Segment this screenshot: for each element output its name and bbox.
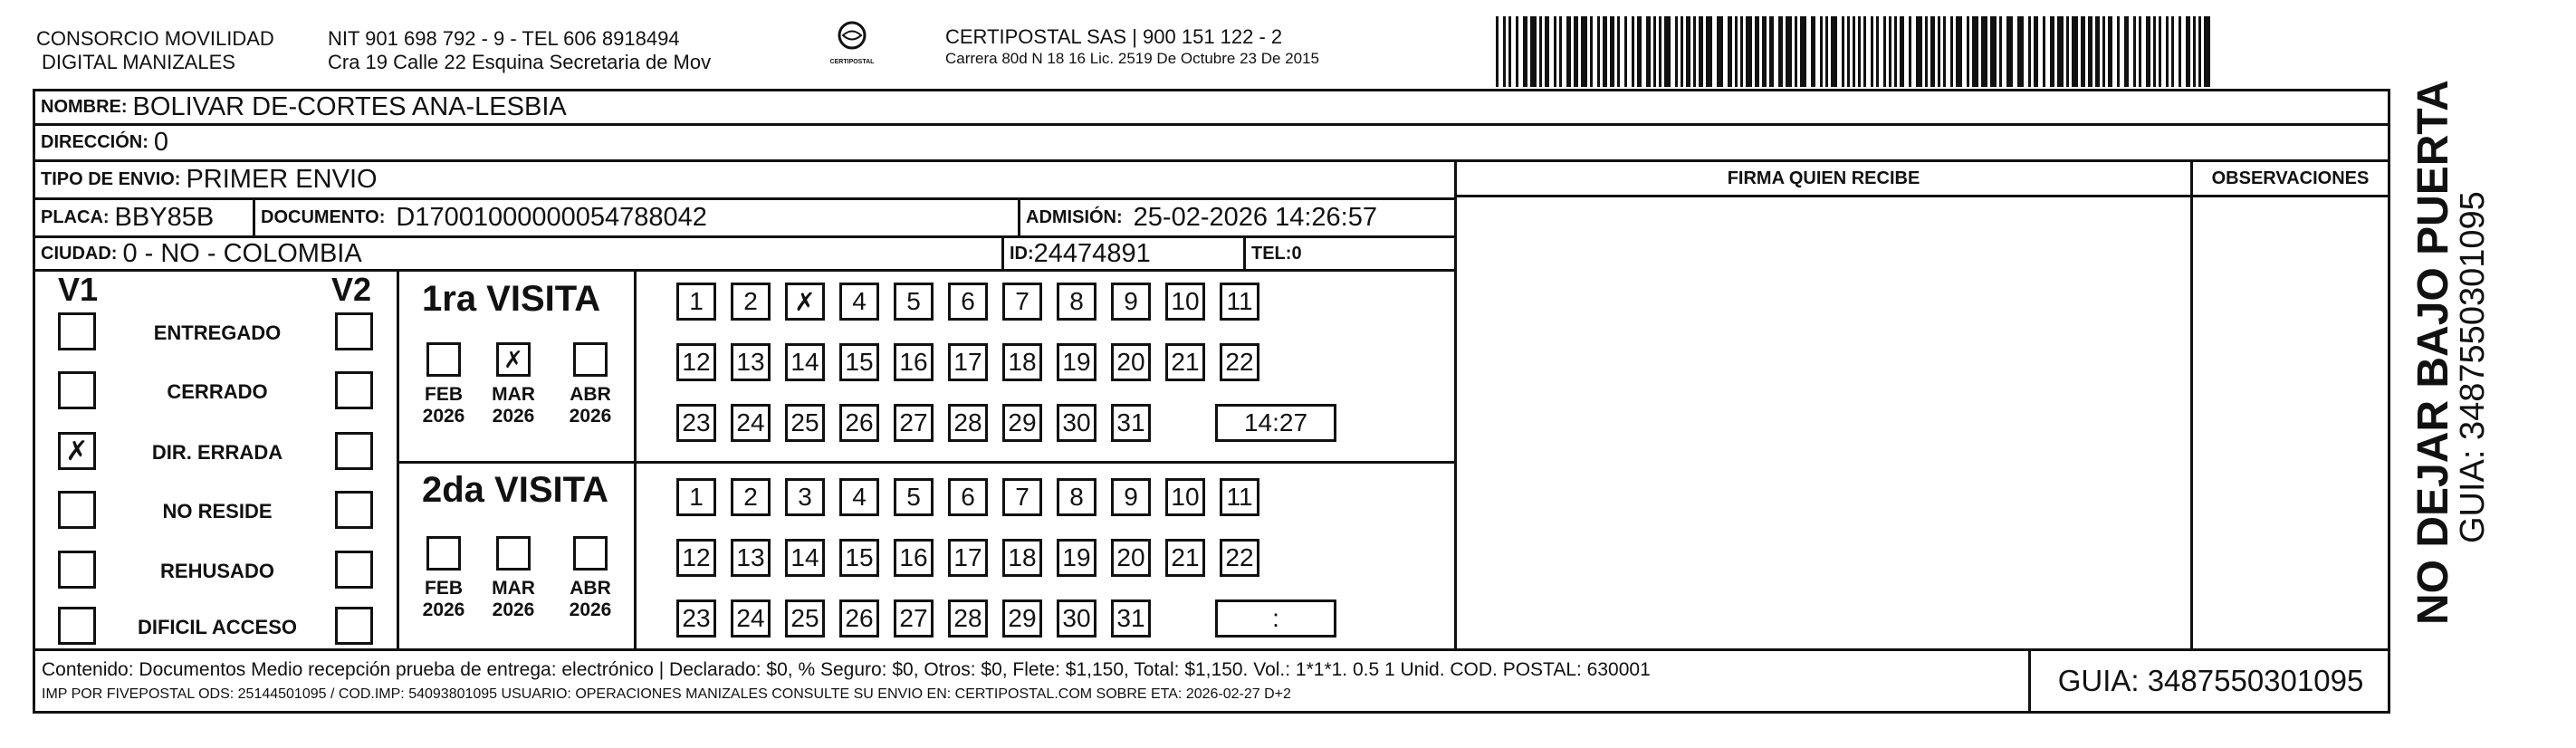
direccion-label: DIRECCIÓN: bbox=[41, 132, 148, 152]
v2-checkbox[interactable] bbox=[335, 551, 373, 589]
month-label: FEB bbox=[425, 384, 463, 405]
month-checkbox[interactable] bbox=[573, 536, 608, 571]
day-box[interactable]: 4 bbox=[839, 283, 879, 321]
logo-text: CERTIPOSTAL bbox=[829, 59, 875, 65]
footer-print-info: IMP POR FIVEPOSTAL ODS: 25144501095 / COD.IMP: 54093801095 USUARIO: OPERACIONES MANIZALES CONSULTE SU ENVIO EN: CERTIPOSTAL.COM SOBRE ETA: 2026-02-27 D+2 bbox=[42, 686, 1291, 702]
barcode-bar bbox=[1632, 16, 1634, 87]
barcode-bar bbox=[1909, 16, 1911, 87]
barcode-bar bbox=[1967, 16, 1969, 87]
barcode-bar bbox=[1981, 16, 1987, 87]
day-box[interactable]: 7 bbox=[1002, 478, 1042, 516]
v2-checkbox[interactable] bbox=[335, 371, 373, 409]
placa-label: PLACA: bbox=[41, 207, 110, 227]
tel-cell bbox=[1243, 235, 1457, 272]
barcode-bar bbox=[1755, 16, 1759, 87]
year-label: 2026 bbox=[569, 406, 612, 427]
ciudad-value: 0 - NO - COLOMBIA bbox=[122, 238, 362, 268]
day-box[interactable]: 17 bbox=[948, 343, 988, 381]
barcode-bar bbox=[1617, 16, 1620, 87]
barcode-bar bbox=[1740, 16, 1743, 87]
barcode-bar bbox=[1769, 16, 1774, 87]
day-box[interactable]: 9 bbox=[1111, 283, 1151, 321]
address-line: Cra 19 Calle 22 Esquina Secretaria de Mov bbox=[328, 51, 712, 73]
day-box[interactable]: 13 bbox=[731, 539, 771, 577]
firma-header bbox=[1454, 159, 2193, 197]
barcode-bar bbox=[2017, 16, 2024, 87]
day-box[interactable]: 2 bbox=[731, 478, 771, 516]
barcode-bar bbox=[1523, 16, 1527, 87]
id-value: 24474891 bbox=[1033, 238, 1151, 268]
barcode-bar bbox=[1516, 16, 1518, 87]
barcode-bar bbox=[2124, 16, 2129, 87]
barcode-bar bbox=[1659, 16, 1661, 87]
courier-nit: CERTIPOSTAL SAS | 900 151 122 - 2 bbox=[945, 25, 1283, 48]
barcode-bar bbox=[1858, 16, 1861, 87]
divider-v bbox=[397, 269, 399, 651]
barcode-bar bbox=[1637, 16, 1642, 87]
barcode-bar bbox=[2034, 16, 2038, 87]
day-box[interactable]: 1 bbox=[676, 478, 716, 516]
visit-state-label: REHUSADO bbox=[160, 560, 274, 582]
barcode-bar bbox=[1699, 16, 1703, 87]
firma-area bbox=[1454, 195, 2193, 651]
visit-state-label: CERRADO bbox=[167, 380, 268, 403]
firma-label: FIRMA QUIEN RECIBE bbox=[1727, 168, 1920, 188]
day-box[interactable]: 31 bbox=[1111, 404, 1151, 442]
barcode-bar bbox=[1675, 16, 1678, 87]
company-contact bbox=[328, 27, 711, 74]
v1-checkbox[interactable] bbox=[58, 491, 96, 529]
barcode-bar bbox=[1889, 16, 1891, 87]
day-box[interactable]: 19 bbox=[1057, 343, 1096, 381]
barcode-bar bbox=[1820, 16, 1823, 87]
barcode-bar bbox=[1762, 16, 1767, 87]
day-box[interactable]: 1 bbox=[676, 283, 716, 321]
barcode-bar bbox=[1508, 16, 1511, 87]
day-box[interactable]: 25 bbox=[785, 404, 825, 442]
barcode-bar bbox=[1681, 16, 1683, 87]
day-box[interactable]: 17 bbox=[948, 539, 988, 577]
barcode-bar bbox=[2057, 16, 2064, 87]
day-box[interactable]: 15 bbox=[839, 343, 879, 381]
barcode-bar bbox=[1916, 16, 1922, 87]
barcode-bar bbox=[2166, 16, 2169, 87]
direccion-value: 0 bbox=[153, 128, 169, 157]
day-box[interactable]: 24 bbox=[731, 599, 771, 638]
barcode-bar bbox=[1778, 16, 1783, 87]
barcode-bar bbox=[2108, 16, 2112, 87]
barcode-bar bbox=[1811, 16, 1815, 87]
direccion-row bbox=[33, 123, 2390, 159]
barcode-bar bbox=[2179, 16, 2181, 87]
day-box[interactable]: 20 bbox=[1111, 539, 1151, 577]
day-box[interactable]: 10 bbox=[1165, 478, 1205, 516]
barcode-bar bbox=[2186, 16, 2190, 87]
divider-h bbox=[397, 461, 1457, 464]
barcode-bar bbox=[1990, 16, 1997, 87]
barcode-bar bbox=[2117, 16, 2120, 87]
ciudad-cell bbox=[33, 235, 1004, 272]
barcode-bar bbox=[1842, 16, 1844, 87]
documento-value: D17001000000054788042 bbox=[396, 203, 707, 232]
placa-cell bbox=[33, 197, 255, 235]
barcode-bar bbox=[1503, 16, 1506, 87]
day-box[interactable]: 24 bbox=[731, 404, 771, 442]
barcode-bar bbox=[1566, 16, 1571, 87]
time-box[interactable]: : bbox=[1215, 599, 1336, 638]
barcode-bar bbox=[2028, 16, 2031, 87]
tipo-envio-value: PRIMER ENVIO bbox=[186, 165, 378, 194]
year-label: 2026 bbox=[422, 406, 465, 427]
day-box[interactable]: 4 bbox=[839, 478, 879, 516]
barcode-bar bbox=[1735, 16, 1738, 87]
barcode-bar bbox=[2133, 16, 2136, 87]
v1-checkbox[interactable] bbox=[58, 551, 96, 589]
barcode-bar bbox=[1590, 16, 1593, 87]
day-box[interactable]: 8 bbox=[1057, 283, 1096, 321]
day-box[interactable]: 20 bbox=[1111, 343, 1151, 381]
barcode-bar bbox=[1496, 16, 1499, 87]
barcode-bar bbox=[1574, 16, 1578, 87]
ciudad-label: CIUDAD: bbox=[41, 243, 118, 264]
barcode-bar bbox=[1883, 16, 1886, 87]
day-box[interactable]: 14 bbox=[785, 343, 825, 381]
day-box[interactable]: 18 bbox=[1002, 539, 1042, 577]
day-box[interactable]: 28 bbox=[948, 599, 988, 638]
month-label: MAR bbox=[492, 384, 535, 405]
id-label: ID: bbox=[1010, 243, 1034, 264]
year-label: 2026 bbox=[492, 406, 535, 427]
barcode-bar bbox=[2159, 16, 2161, 87]
barcode-bar bbox=[2198, 16, 2201, 87]
nit-line: NIT 901 698 792 - 9 - TEL 606 8918494 bbox=[328, 27, 680, 50]
day-box[interactable]: 29 bbox=[1002, 404, 1042, 442]
v1-checkbox[interactable]: ✗ bbox=[58, 432, 96, 470]
day-box[interactable]: 25 bbox=[785, 599, 825, 638]
barcode-bar bbox=[1950, 16, 1953, 87]
barcode-bar bbox=[1956, 16, 1962, 87]
barcode-bar bbox=[1876, 16, 1879, 87]
day-box[interactable]: 5 bbox=[894, 283, 934, 321]
side-guia: GUIA: 3487550301095 bbox=[2454, 191, 2492, 543]
admision-value: 25-02-2026 14:26:57 bbox=[1133, 203, 1377, 232]
day-box[interactable]: 6 bbox=[948, 478, 988, 516]
barcode-bar bbox=[1728, 16, 1732, 87]
barcode bbox=[1496, 16, 2220, 87]
month-checkbox[interactable] bbox=[496, 536, 531, 571]
barcode-bar bbox=[1539, 16, 1542, 87]
month-label: ABR bbox=[570, 578, 611, 599]
visit-state-label: NO RESIDE bbox=[162, 500, 273, 523]
nombre-label: NOMBRE: bbox=[41, 97, 128, 117]
barcode-bar bbox=[2006, 16, 2013, 87]
barcode-bar bbox=[2146, 16, 2150, 87]
day-box[interactable]: 6 bbox=[948, 283, 988, 321]
month-checkbox[interactable]: ✗ bbox=[496, 342, 531, 377]
admision-cell bbox=[1018, 197, 1457, 235]
barcode-bar bbox=[1545, 16, 1549, 87]
observaciones-area bbox=[2190, 195, 2390, 651]
v2-checkbox[interactable] bbox=[335, 432, 373, 470]
barcode-bar bbox=[1693, 16, 1696, 87]
barcode-bar bbox=[1530, 16, 1537, 87]
divider-v bbox=[634, 269, 637, 651]
barcode-bar bbox=[1559, 16, 1562, 87]
barcode-bar bbox=[1624, 16, 1627, 87]
barcode-bar bbox=[1786, 16, 1792, 87]
nombre-row bbox=[33, 89, 2390, 123]
barcode-bar bbox=[1863, 16, 1866, 87]
company-name bbox=[36, 27, 274, 74]
day-box[interactable]: 22 bbox=[1220, 343, 1259, 381]
month-label: ABR bbox=[570, 384, 611, 405]
v2-checkbox[interactable] bbox=[335, 607, 373, 645]
barcode-bar bbox=[2072, 16, 2078, 87]
day-box[interactable]: 11 bbox=[1220, 478, 1259, 516]
barcode-bar bbox=[1825, 16, 1828, 87]
month-label: MAR bbox=[492, 578, 535, 599]
day-box[interactable]: 21 bbox=[1165, 343, 1205, 381]
day-box[interactable]: 30 bbox=[1057, 404, 1096, 442]
day-box[interactable]: 30 bbox=[1057, 599, 1096, 638]
barcode-bar bbox=[1871, 16, 1873, 87]
courier-license: Carrera 80d N 18 16 Lic. 2519 De Octubre 23 De 2015 bbox=[945, 50, 1319, 67]
day-box[interactable]: 18 bbox=[1002, 343, 1042, 381]
v2-header: V2 bbox=[331, 271, 372, 308]
footer-guia: GUIA: 3487550301095 bbox=[2057, 664, 2364, 697]
barcode-bar bbox=[1831, 16, 1837, 87]
barcode-bar bbox=[2088, 16, 2092, 87]
year-label: 2026 bbox=[569, 599, 612, 620]
barcode-bar bbox=[1706, 16, 1712, 87]
barcode-bar bbox=[1853, 16, 1855, 87]
barcode-bar bbox=[2171, 16, 2174, 87]
day-box[interactable]: 3 bbox=[785, 478, 825, 516]
day-box[interactable]: 13 bbox=[731, 343, 771, 381]
company-line-1: CONSORCIO MOVILIDAD bbox=[36, 27, 274, 50]
visit-state-label: ENTREGADO bbox=[153, 321, 282, 344]
barcode-bar bbox=[1999, 16, 2002, 87]
day-box[interactable]: ✗ bbox=[785, 283, 825, 321]
barcode-bar bbox=[1554, 16, 1556, 87]
placa-value: BBY85B bbox=[114, 203, 215, 232]
barcode-bar bbox=[2204, 16, 2210, 87]
day-box[interactable]: 28 bbox=[948, 404, 988, 442]
day-box[interactable]: 10 bbox=[1165, 283, 1205, 321]
day-box[interactable]: 22 bbox=[1220, 539, 1259, 577]
barcode-bar bbox=[1603, 16, 1607, 87]
barcode-bar bbox=[2066, 16, 2069, 87]
day-box[interactable]: 16 bbox=[894, 539, 934, 577]
tel-value: 0 bbox=[1291, 243, 1302, 264]
barcode-bar bbox=[1746, 16, 1752, 87]
day-box[interactable]: 27 bbox=[894, 599, 934, 638]
v1-checkbox[interactable] bbox=[58, 607, 96, 645]
barcode-bar bbox=[1581, 16, 1587, 87]
year-label: 2026 bbox=[422, 599, 465, 620]
barcode-bar bbox=[1894, 16, 1897, 87]
nombre-value: BOLIVAR DE-CORTES ANA-LESBIA bbox=[132, 92, 567, 121]
barcode-bar bbox=[1930, 16, 1935, 87]
day-box[interactable]: 12 bbox=[676, 539, 716, 577]
day-box[interactable]: 27 bbox=[894, 404, 934, 442]
barcode-bar bbox=[2043, 16, 2045, 87]
barcode-bar bbox=[2153, 16, 2156, 87]
second-visit-title: 2da VISITA bbox=[422, 470, 608, 510]
day-box[interactable]: 7 bbox=[1002, 283, 1042, 321]
month-checkbox[interactable] bbox=[426, 342, 461, 377]
day-box[interactable]: 9 bbox=[1111, 478, 1151, 516]
barcode-bar bbox=[1653, 16, 1656, 87]
day-box[interactable]: 11 bbox=[1220, 283, 1259, 321]
day-box[interactable]: 23 bbox=[676, 404, 716, 442]
visit-state-label: DIFICIL ACCESO bbox=[137, 616, 297, 638]
day-box[interactable]: 16 bbox=[894, 343, 934, 381]
day-box[interactable]: 12 bbox=[676, 343, 716, 381]
no-dejar-bajo-puerta: NO DEJAR BAJO PUERTA bbox=[2409, 80, 2457, 625]
v2-checkbox[interactable] bbox=[335, 312, 373, 350]
v1-checkbox[interactable] bbox=[58, 312, 96, 350]
documento-cell bbox=[253, 197, 1020, 235]
courier-info bbox=[945, 25, 1319, 69]
barcode-bar bbox=[1610, 16, 1614, 87]
barcode-bar bbox=[1925, 16, 1928, 87]
day-box[interactable]: 19 bbox=[1057, 539, 1096, 577]
first-visit-title: 1ra VISITA bbox=[422, 279, 601, 319]
barcode-bar bbox=[1972, 16, 1978, 87]
barcode-bar bbox=[1943, 16, 1946, 87]
observaciones-label: OBSERVACIONES bbox=[2211, 168, 2370, 188]
barcode-bar bbox=[2102, 16, 2105, 87]
month-checkbox[interactable] bbox=[426, 536, 461, 571]
barcode-bar bbox=[1646, 16, 1651, 87]
barcode-bar bbox=[1800, 16, 1806, 87]
observaciones-header bbox=[2190, 159, 2390, 197]
id-cell bbox=[1001, 235, 1246, 272]
barcode-bar bbox=[1597, 16, 1600, 87]
barcode-bar bbox=[2139, 16, 2141, 87]
day-box[interactable]: 26 bbox=[839, 404, 879, 442]
footer-contents: Contenido: Documentos Medio recepción prueba de entrega: electrónico | Declarado: $0, % Seguro: $0, Otros: $0, Flete: $1,150, Total: $1,150. Vol.: 1*1*1. 0.5 1 Unid. COD. POSTAL: 630001 bbox=[42, 659, 1651, 680]
certipostal-logo bbox=[820, 20, 884, 65]
day-box[interactable]: 8 bbox=[1057, 478, 1096, 516]
day-box[interactable]: 26 bbox=[839, 599, 879, 638]
visit-state-label: DIR. ERRADA bbox=[151, 441, 283, 464]
month-checkbox[interactable] bbox=[573, 342, 608, 377]
barcode-bar bbox=[1938, 16, 1940, 87]
day-box[interactable]: 23 bbox=[676, 599, 716, 638]
logo-icon bbox=[834, 20, 870, 54]
barcode-bar bbox=[2193, 16, 2196, 87]
barcode-bar bbox=[1847, 16, 1850, 87]
day-box[interactable]: 21 bbox=[1165, 539, 1205, 577]
barcode-bar bbox=[1686, 16, 1690, 87]
time-box[interactable]: 14:27 bbox=[1215, 404, 1336, 442]
v1-checkbox[interactable] bbox=[58, 371, 96, 409]
day-box[interactable]: 2 bbox=[731, 283, 771, 321]
v1-header: V1 bbox=[58, 271, 99, 308]
barcode-bar bbox=[2050, 16, 2054, 87]
barcode-bar bbox=[1664, 16, 1671, 87]
month-label: FEB bbox=[425, 578, 463, 599]
barcode-bar bbox=[2095, 16, 2100, 87]
documento-label: DOCUMENTO: bbox=[261, 207, 386, 227]
day-box[interactable]: 31 bbox=[1111, 599, 1151, 638]
barcode-bar bbox=[1717, 16, 1723, 87]
day-box[interactable]: 14 bbox=[785, 539, 825, 577]
admision-label: ADMISIÓN: bbox=[1026, 207, 1123, 227]
company-line-2: DIGITAL MANIZALES bbox=[42, 51, 235, 73]
tipo-envio-row bbox=[33, 159, 1457, 197]
v2-checkbox[interactable] bbox=[335, 491, 373, 529]
barcode-bar bbox=[1900, 16, 1904, 87]
day-box[interactable]: 29 bbox=[1002, 599, 1042, 638]
barcode-bar bbox=[1795, 16, 1797, 87]
tipo-envio-label: TIPO DE ENVIO: bbox=[41, 169, 181, 189]
tel-label: TEL: bbox=[1251, 243, 1292, 264]
day-box[interactable]: 5 bbox=[894, 478, 934, 516]
day-box[interactable]: 15 bbox=[839, 539, 879, 577]
barcode-bar bbox=[2081, 16, 2085, 87]
year-label: 2026 bbox=[492, 599, 535, 620]
